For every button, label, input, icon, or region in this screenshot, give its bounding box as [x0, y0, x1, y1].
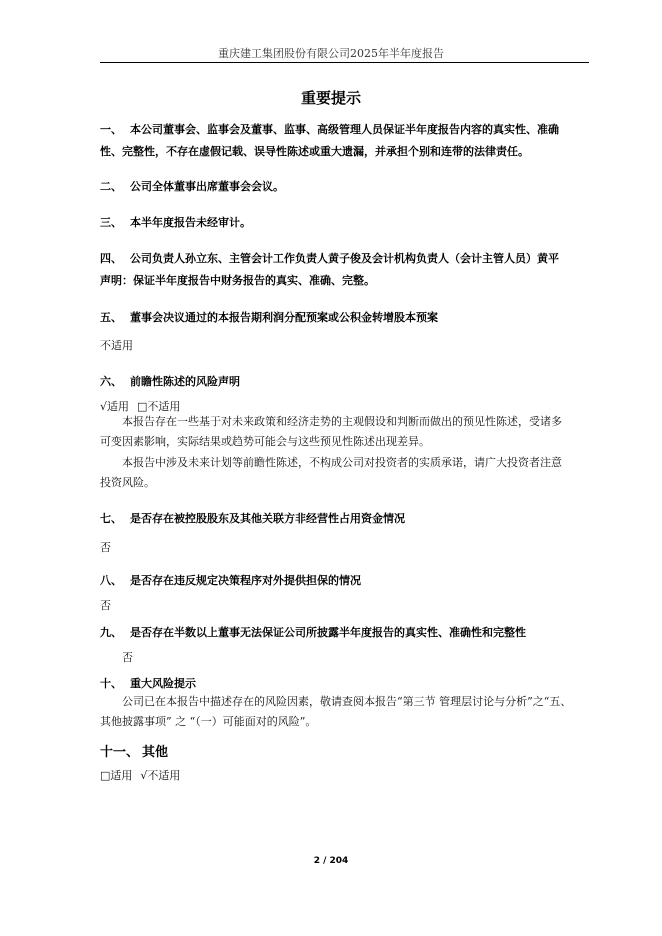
- section-text: 公司负责人孙立东、主管会计工作负责人黄子俊及会计机构负责人（会计主管人员）黄平: [130, 252, 559, 265]
- section-number: 九、: [100, 626, 122, 639]
- section-number: 五、: [100, 311, 122, 324]
- section-text: 本半年度报告未经审计。: [130, 216, 251, 229]
- not-applicable-checked: √不适用: [140, 769, 181, 782]
- paragraph-line: 可变因素影响，实际结果或趋势可能会与这些预见性陈述出现差异。: [100, 435, 430, 448]
- section-number: 八、: [100, 574, 122, 587]
- section-11-checkboxes: [100, 767, 180, 783]
- applicable-checked: √适用: [100, 400, 130, 413]
- section-10-paragraph: [100, 692, 590, 732]
- section-text: 是否存在违反规定决策程序对外提供担保的情况: [130, 574, 361, 587]
- section-number: 三、: [100, 216, 122, 229]
- section-number: 六、: [100, 375, 122, 388]
- section-text: 其他: [142, 745, 169, 760]
- section-7-answer: 否: [100, 541, 111, 554]
- applicable-unchecked: □适用: [100, 769, 133, 782]
- section-9: [100, 620, 526, 646]
- section-text: 前瞻性陈述的风险声明: [130, 375, 240, 388]
- section-text: 公司全体董事出席董事会会议。: [130, 180, 284, 193]
- section-6-paragraph-2: [100, 453, 590, 493]
- section-11: [100, 741, 168, 760]
- section-3: [100, 210, 251, 236]
- section-text: 是否存在被控股股东及其他关联方非经营性占用资金情况: [130, 512, 405, 525]
- section-number: 四、: [100, 252, 122, 265]
- section-8: [100, 568, 361, 594]
- section-number: 七、: [100, 512, 122, 525]
- section-8-answer: 否: [100, 599, 111, 612]
- section-7: [100, 506, 405, 532]
- section-1-line2: 性、完整性，不存在虚假记载、误导性陈述或重大遗漏，并承担个别和连带的法律责任。: [100, 145, 529, 158]
- paragraph-line: 公司已在本报告中描述存在的风险因素，敬请查阅本报告“第三节 管理层讨论与分析”之“五、: [122, 695, 572, 708]
- page-header: 重庆建工集团股份有限公司2025年半年度报告: [218, 47, 444, 60]
- section-number: 一、: [100, 123, 122, 136]
- section-5-answer: 不适用: [100, 339, 133, 352]
- section-9-answer: 否: [122, 651, 133, 664]
- section-2: [100, 174, 284, 200]
- section-text: 本公司董事会、监事会及董事、监事、高级管理人员保证半年度报告内容的真实性、准确: [130, 123, 559, 136]
- paragraph-line: 投资风险。: [100, 476, 155, 489]
- page-number: 2 / 204: [313, 856, 349, 866]
- paragraph-line: 其他披露事项” 之 “（一）可能面对的风险”。: [100, 715, 317, 728]
- paragraph-line: 本报告中涉及未来计划等前瞻性陈述，不构成公司对投资者的实质承诺，请广大投资者注意: [122, 456, 562, 469]
- page-title: 重要提示: [300, 89, 361, 107]
- section-4-line2: 声明：保证半年度报告中财务报告的真实、准确、完整。: [100, 274, 375, 287]
- section-6-paragraph-1: [100, 412, 590, 452]
- section-number: 十、: [100, 677, 122, 690]
- section-number: 十一、: [100, 745, 140, 760]
- section-6: [100, 369, 240, 395]
- section-5: [100, 305, 438, 331]
- section-text: 重大风险提示: [130, 677, 196, 690]
- paragraph-line: 本报告存在一些基于对未来政策和经济走势的主观假设和判断而做出的预见性陈述，受诸多: [122, 415, 562, 428]
- section-number: 二、: [100, 180, 122, 193]
- header-divider: [100, 62, 589, 63]
- section-text: 是否存在半数以上董事无法保证公司所披露半年度报告的真实性、准确性和完整性: [130, 626, 526, 639]
- not-applicable-unchecked: □不适用: [137, 400, 181, 413]
- section-text: 董事会决议通过的本报告期利润分配预案或公积金转增股本预案: [130, 311, 438, 324]
